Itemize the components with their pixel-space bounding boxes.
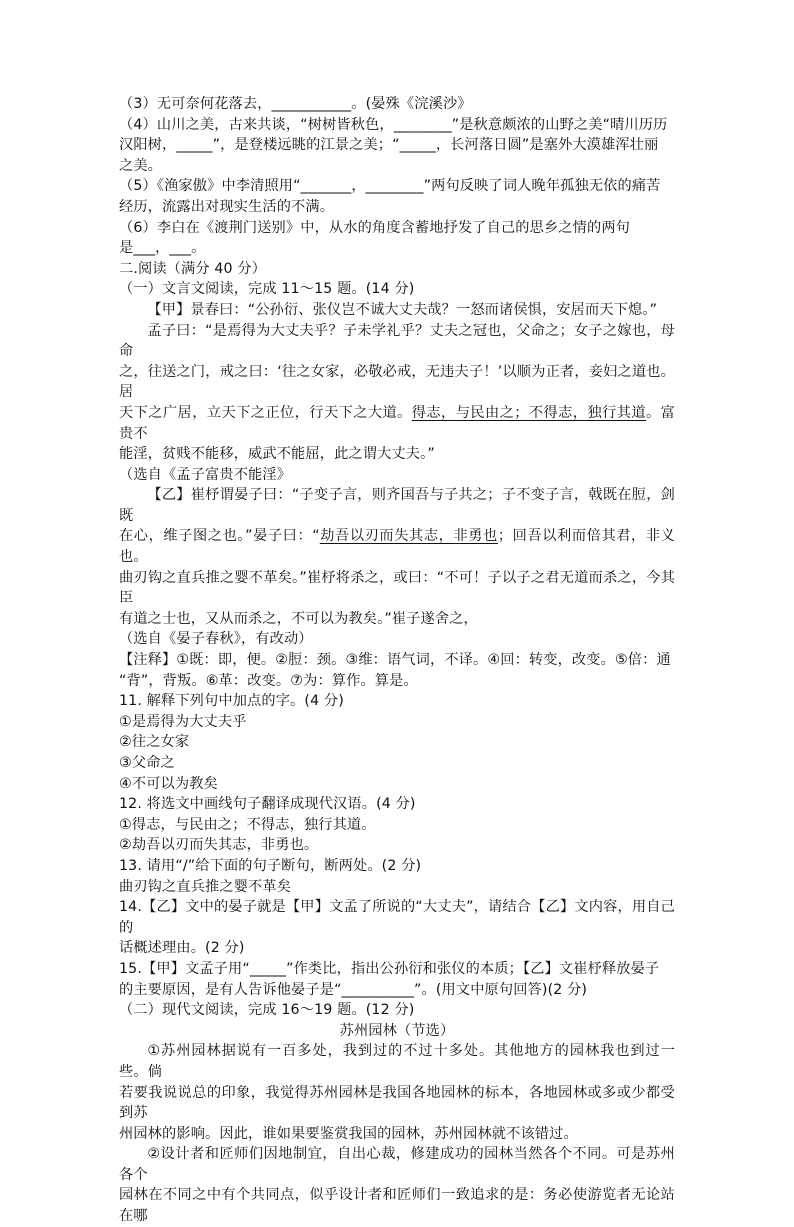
question-15-line-2: 的主要原因，是有人告诉他晏子是“__________”。(用文中原句回答)(2 分) <box>119 981 588 998</box>
question-14-line-1: 14.【乙】文中的晏子就是【甲】文孟了所说的“大丈夫”，请结合【乙】文内容，用自己的 <box>119 899 675 936</box>
question-11-item-3: ③父命之 <box>119 755 175 771</box>
article-para-1-line-1: ①苏州园林据说有一百多处，我到过的不过十多处。其他地方的园林我也到过一些。倘 <box>119 1043 675 1080</box>
question-13-sentence: 曲刃钩之直兵推之婴不革矣 <box>119 878 292 895</box>
passage-jia-line-5: 能淫，贫贱不能移，威武不能屈，此之谓大丈夫。” <box>119 446 435 463</box>
passage-text: 在心，维子图之也。”晏子曰：“ <box>119 528 320 545</box>
article-para-2-line-1: ②设计者和匠师们因地制宜，自出心裁，修建成功的园林当然各个不同。可是苏州各个 <box>119 1146 675 1183</box>
underlined-sentence-1: 得志，与民由之；不得志，独行其道 <box>411 404 646 421</box>
question-14-line-2: 话概述理由。(2 分) <box>119 940 245 957</box>
notes-line-1: 【注释】①既：即，便。②脰：颈。③维：语气词，不译。④回：转变，改变。⑤倍：通 <box>119 652 671 669</box>
question-12-item-2: ②劫吾以刃而失其志，非勇也。 <box>119 837 319 854</box>
passage-jia-line-3: 之，往送之门，戒之曰：‘往之女家，必敬必戒，无违夫子！’以顺为正者，妾妇之道也。居 <box>119 363 675 401</box>
passage-jia-line-1: 【甲】景春曰：“公孙衍、张仪岂不诚大丈夫哉？一怒而诸侯惧，安居而天下熄。” <box>147 301 658 318</box>
question-11: 11. 解释下列句中加点的字。(4 分) <box>119 693 344 710</box>
underlined-sentence-2: 劫吾以刃而失其志，非勇也 <box>319 528 498 545</box>
article-title: 苏州园林（节选） <box>339 1022 455 1039</box>
article-para-1-line-3: 州园林的影响。因此，谁如果要鉴赏我国的园林，苏州园林就不该错过。 <box>119 1125 578 1142</box>
passage-jia-line-4 <box>119 403 675 444</box>
question-12: 12. 将选文中画线句子翻译成现代汉语。(4 分) <box>119 796 416 813</box>
passage-text: 。富贵不 <box>119 404 675 442</box>
notes-line-2: “背”，背叛。⑥革：改变。⑦为：算作。算是。 <box>119 672 418 689</box>
question-11-item-4: ④不可以为教矣 <box>119 775 218 792</box>
question-12-item-1: ①得志，与民由之；不得志，独行其道。 <box>119 816 376 833</box>
passage-text: ；回吾以利而倍其君，非义也。 <box>119 528 675 566</box>
passage-yi-line-1: 【乙】崔杼谓晏子曰：“子变子言，则齐国吾与子共之；子不变子言，戟既在脰，剑既 <box>119 487 675 524</box>
article-para-1-line-2: 若要我说说总的印象，我觉得苏州园林是我国各地园林的标本，各地园林或多或少都受到苏 <box>119 1084 675 1122</box>
section-2-heading: 二.阅读（满分 40 分） <box>119 260 267 277</box>
source-2: （选自《晏子春秋》，有改动） <box>119 631 313 648</box>
passage-yi-line-2 <box>119 526 675 567</box>
passage-yi-line-4: 有道之士也，又从而杀之，不可以为教矣。”崔子遂舍之， <box>119 610 478 627</box>
article-para-2-line-2: 园林在不同之中有个共同点，似乎设计者和匠师们一致追求的是：务必使游览者无论站在哪 <box>119 1187 675 1225</box>
question-6-line-2: 是___，___。 <box>119 240 206 257</box>
question-11-item-1: ①是焉得为大丈夫乎 <box>119 713 247 730</box>
question-15-line-1: 15.【甲】文孟子用“_____”作类比，指出公孙衍和张仪的本质；【乙】文崔杼释放晏子 <box>119 960 660 977</box>
question-3: （3）无可奈何花落去，___________。(晏殊《浣溪沙》 <box>119 96 472 112</box>
question-4-line-2: 汉阳树，_____”，是登楼远眺的江景之美；“_____，长河落日圆”是塞外大漠雄浑壮丽 <box>119 137 659 154</box>
source-1: （选自《孟子富贵不能淫》 <box>119 466 292 483</box>
question-5-line-1: （5）《渔家傲》中李清照用“_______，________”两句反映了词人晚年孤独无依的痛苦 <box>119 178 661 195</box>
question-4-line-1: （4）山川之美，古来共谈，“树树皆秋色，________”是秋意颇浓的山野之美“晴川历历 <box>119 116 668 133</box>
passage-yi-line-3: 曲刃钩之直兵推之婴不革矣。”崔杼将杀之，或曰：“不可！子以子之君无道而杀之，今其臣 <box>119 569 675 607</box>
subsection-2-heading: （二）现代文阅读，完成 16～19 题。(12 分) <box>119 1002 415 1019</box>
document-body <box>119 94 675 1227</box>
subsection-1-heading: （一）文言文阅读，完成 11～15 题。(14 分) <box>119 281 415 298</box>
question-6-line-1: （6）李白在《渡荆门送别》中，从水的角度含蓄地抒发了自己的思乡之情的两句 <box>119 219 630 236</box>
question-13: 13. 请用“/”给下面的句子断句，断两处。(2 分) <box>119 857 422 874</box>
passage-jia-line-2: 孟子曰：“是焉得为大丈夫乎？子未学礼乎？丈夫之冠也，父命之；女子之嫁也，母命 <box>119 322 675 360</box>
passage-text: 天下之广居，立天下之正位，行天下之大道。 <box>119 404 412 421</box>
question-4-line-3: 之美。 <box>119 157 163 174</box>
question-5-line-2: 经历，流露出对现实生活的不满。 <box>119 198 335 215</box>
question-11-item-2: ②往之女家 <box>119 734 190 751</box>
